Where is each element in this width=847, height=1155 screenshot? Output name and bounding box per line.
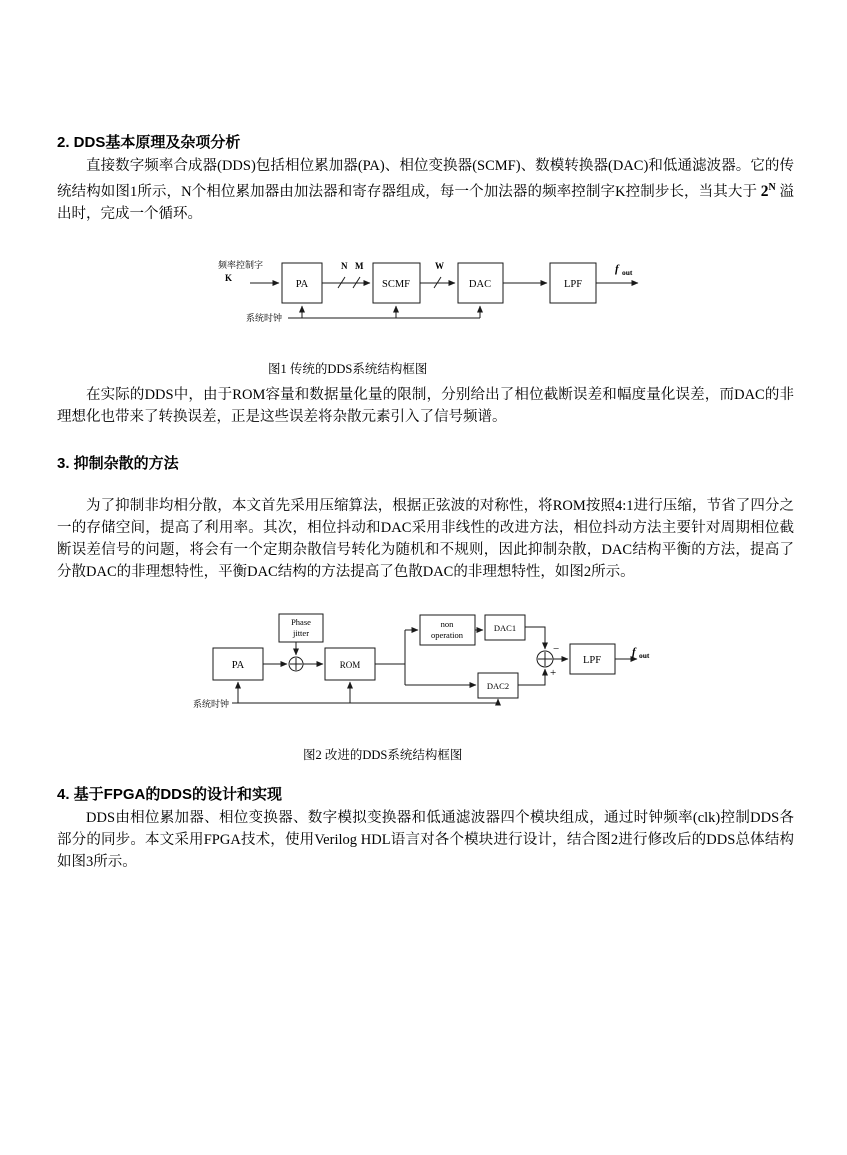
dac-label: DAC <box>468 279 492 290</box>
bus-m-label: M <box>355 261 364 271</box>
figure-2-svg <box>185 608 665 720</box>
summer-minus-sign: − <box>553 643 560 655</box>
section-2-heading: 2. DDS基本原理及杂项分析 <box>57 134 241 151</box>
figure-1-diagram <box>210 252 660 344</box>
paragraph-text: 直接数字频率合成器(DDS)包括相位累加器(PA)、相位变换器(SCMF)、数模转换器(DAC)和低通滤波器。它的传统结构如图1所示，N个相位累加器由加法器和寄存器组成，每一个加法器的频率控制字K控制步长，当其大于 <box>57 158 794 201</box>
figure-1-labels <box>218 259 633 323</box>
dac1-label: DAC1 <box>493 623 517 633</box>
bus-n-label: N <box>341 261 348 271</box>
figure-2-shapes <box>213 614 637 703</box>
non-operation-label-line2: operation <box>430 630 464 640</box>
output-f-label: f <box>632 646 636 658</box>
dac1-to-summer-arrow <box>525 627 545 649</box>
rom-label: ROM <box>339 660 361 670</box>
power-exponent: N <box>768 182 776 193</box>
phase-jitter-label-line2: jitter <box>292 628 310 638</box>
section-2-paragraph-2: 在实际的DDS中，由于ROM容量和数据量化量的限制，分别给出了相位截断误差和幅度量化误差，而DAC的非理想化也带来了转换误差，正是这些误差将杂散元素引入了信号频谱。 <box>57 387 794 425</box>
dac2-label: DAC2 <box>486 681 510 691</box>
dac2-to-summer-arrow <box>518 669 545 685</box>
power-expression <box>761 183 776 200</box>
figure-1-svg <box>210 252 660 344</box>
output-f-subscript: out <box>622 268 633 277</box>
section-3-paragraph-1: 为了抑制非均相分散，本文首先采用压缩算法，根据正弦波的对称性，将ROM按照4:1进行压缩，节省了四分之一的存储空间，提高了利用率。其次，相位抖动和DAC采用非线性的改进方法，相位抖动方法主要针对周期相位截断误差信号的问题，将会有一个定期杂散信号转化为随机和不规则，因此抑制杂散，DAC结构平衡的方法，提高了分散DAC的非理想特性，平衡DAC结构的方法提高了色散DAC的非理想特性，如图2所示。 <box>57 498 794 580</box>
bus-w-label: W <box>435 261 444 271</box>
section-2-paragraph-1 <box>57 155 794 225</box>
non-operation-label-line1: non <box>440 619 454 629</box>
paragraph-text: 溢出时，完成一个循环。 <box>57 184 794 223</box>
scmf-label: SCMF <box>381 279 411 290</box>
system-clock-label: 系统时钟 <box>193 699 230 709</box>
output-f-subscript: out <box>639 651 650 660</box>
figure-2-caption: 图2 改进的DDS系统结构框图 <box>303 748 463 762</box>
figure-2-diagram <box>185 608 665 720</box>
system-clock-label: 系统时钟 <box>246 313 283 323</box>
section-3-heading: 3. 抑制杂散的方法 <box>57 455 179 472</box>
lpf-label: LPF <box>582 655 602 666</box>
output-f-label: f <box>615 263 619 275</box>
section-4-paragraph-1: DDS由相位累加器、相位变换器、数字模拟变换器和低通滤波器四个模块组成，通过时钟频率(clk)控制DDS各部分的同步。本文采用FPGA技术，使用Verilog HDL语言对各个模块进行设计，结合图2进行修改后的DDS总体结构如图3所示。 <box>57 810 794 870</box>
pa-label: PA <box>295 279 309 290</box>
section-4-heading: 4. 基于FPGA的DDS的设计和实现 <box>57 786 283 803</box>
pa-label: PA <box>231 660 245 671</box>
summer-plus-sign: + <box>550 667 557 679</box>
frequency-control-word-label: 频率控制字 <box>218 260 264 270</box>
figure-1-shapes <box>250 263 638 318</box>
lpf-label: LPF <box>563 279 583 290</box>
figure-1-caption: 图1 传统的DDS系统结构框图 <box>268 362 428 376</box>
power-base: 2 <box>760 183 769 201</box>
figure-2-labels <box>193 617 650 709</box>
k-symbol: K <box>225 273 233 283</box>
phase-jitter-label-line1: Phase <box>291 617 311 627</box>
